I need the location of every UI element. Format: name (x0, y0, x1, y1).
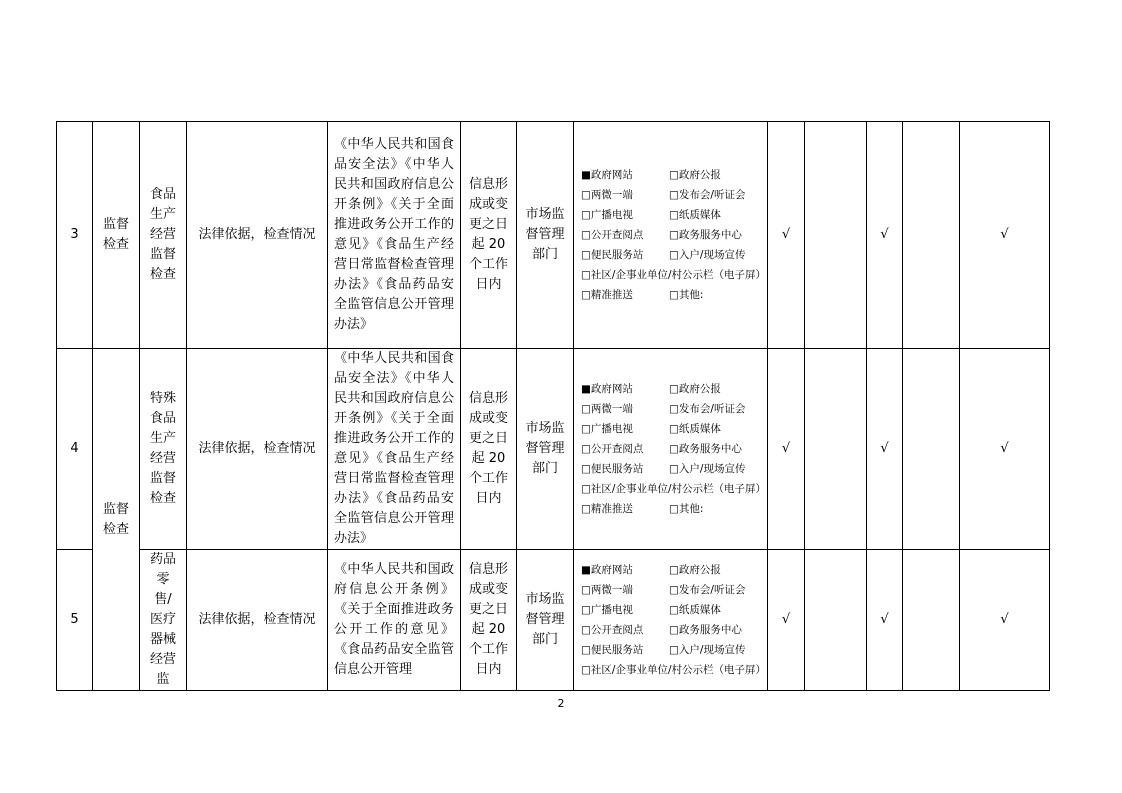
item-cell: 药品零售/医疗器械经营监 (140, 550, 187, 691)
disclosure-table (56, 121, 1050, 691)
category-cell: 监督检查 (93, 122, 140, 349)
channel-option: □便民服务站 (581, 249, 644, 261)
channel-list (574, 560, 767, 680)
channel-option: □社区/企事业单位/村公示栏（电子屏） (581, 483, 766, 495)
check-mark: √ (768, 122, 805, 349)
item-cell: 食品生产经营监督检查 (140, 122, 187, 349)
check-mark: √ (867, 550, 903, 691)
channel-option: □社区/企事业单位/村公示栏（电子屏） (581, 664, 766, 676)
channel-option: □纸质媒体 (669, 423, 721, 435)
basis-cell: 《中华人民共和国食品安全法》《中华人民共和国政府信息公开条例》《关于全面推进政务公开工作的意见》《食品生产经营日常监督检查管理办法》《食品药品安全监管信息公开管理办法》 (328, 122, 461, 349)
channel-option: □精准推送 (581, 289, 633, 301)
row-number: 4 (57, 349, 93, 550)
department-cell: 市场监督管理部门 (517, 550, 574, 691)
table-row (57, 122, 1050, 349)
content-cell: 法律依据，检查情况 (187, 349, 328, 550)
empty-mark (903, 550, 960, 691)
check-mark: √ (768, 349, 805, 550)
check-mark: √ (960, 550, 1050, 691)
basis-cell: 《中华人民共和国食品安全法》《中华人民共和国政府信息公开条例》《关于全面推进政务公开工作的意见》《食品生产经营日常监督检查管理办法》《食品药品安全监管信息公开管理办法》 (328, 349, 461, 550)
item-cell: 特殊食品生产经营监督检查 (140, 349, 187, 550)
channel-option: □广播电视 (581, 423, 633, 435)
category-cell: 监督检查 (93, 349, 140, 691)
channel-option: □发布会/听证会 (669, 584, 746, 596)
check-mark: √ (960, 122, 1050, 349)
channel-option: ■政府网站 (581, 169, 633, 181)
basis-cell: 《中华人民共和国政府信息公开条例》《关于全面推进政务公开工作的意见》《食品药品安全监管信息公开管理 (328, 550, 461, 691)
channel-option: □便民服务站 (581, 644, 644, 656)
channel-option: □发布会/听证会 (669, 189, 746, 201)
channel-option: □便民服务站 (581, 463, 644, 475)
table-row (57, 349, 1050, 550)
channel-option: □政府公报 (669, 383, 721, 395)
channel-option: ■政府网站 (581, 383, 633, 395)
channel-option: □公开查阅点 (581, 229, 644, 241)
channels-cell (574, 122, 768, 349)
channel-option: □两微一端 (581, 584, 633, 596)
channels-cell (574, 550, 768, 691)
channel-option: ■政府网站 (581, 564, 633, 576)
channel-option: □精准推送 (581, 503, 633, 515)
row-number: 5 (57, 550, 93, 691)
time-limit-cell: 信息形成或变更之日起 20 个工作日内 (461, 122, 517, 349)
channel-option: □政务服务中心 (669, 443, 742, 455)
department-cell: 市场监督管理部门 (517, 122, 574, 349)
channel-option: □两微一端 (581, 189, 633, 201)
check-mark: √ (960, 349, 1050, 550)
content-cell: 法律依据，检查情况 (187, 122, 328, 349)
channel-option: □政府公报 (669, 169, 721, 181)
page-number: 2 (557, 697, 565, 710)
channels-cell (574, 349, 768, 550)
empty-mark (805, 349, 867, 550)
channel-option: □公开查阅点 (581, 443, 644, 455)
channel-option: □广播电视 (581, 604, 633, 616)
channel-option: □公开查阅点 (581, 624, 644, 636)
time-limit-cell: 信息形成或变更之日起 20 个工作日内 (461, 349, 517, 550)
channel-option: □纸质媒体 (669, 209, 721, 221)
content-cell: 法律依据，检查情况 (187, 550, 328, 691)
empty-mark (805, 122, 867, 349)
department-cell: 市场监督管理部门 (517, 349, 574, 550)
channel-option: □两微一端 (581, 403, 633, 415)
time-limit-cell: 信息形成或变更之日起 20 个工作日内 (461, 550, 517, 691)
channel-option: □入户/现场宣传 (669, 249, 746, 261)
channel-option: □广播电视 (581, 209, 633, 221)
check-mark: √ (867, 122, 903, 349)
channel-option: □入户/现场宣传 (669, 463, 746, 475)
channel-list (574, 379, 767, 519)
channel-option: □其他: (669, 289, 704, 301)
channel-option: □政务服务中心 (669, 229, 742, 241)
channel-option: □政务服务中心 (669, 624, 742, 636)
check-mark: √ (768, 550, 805, 691)
table-row (57, 550, 1050, 691)
channel-option: □入户/现场宣传 (669, 644, 746, 656)
row-number: 3 (57, 122, 93, 349)
channel-option: □社区/企事业单位/村公示栏（电子屏） (581, 269, 766, 281)
channel-list (574, 165, 767, 305)
channel-option: □其他: (669, 503, 704, 515)
empty-mark (805, 550, 867, 691)
channel-option: □政府公报 (669, 564, 721, 576)
channel-option: □纸质媒体 (669, 604, 721, 616)
empty-mark (903, 122, 960, 349)
empty-mark (903, 349, 960, 550)
check-mark: √ (867, 349, 903, 550)
channel-option: □发布会/听证会 (669, 403, 746, 415)
